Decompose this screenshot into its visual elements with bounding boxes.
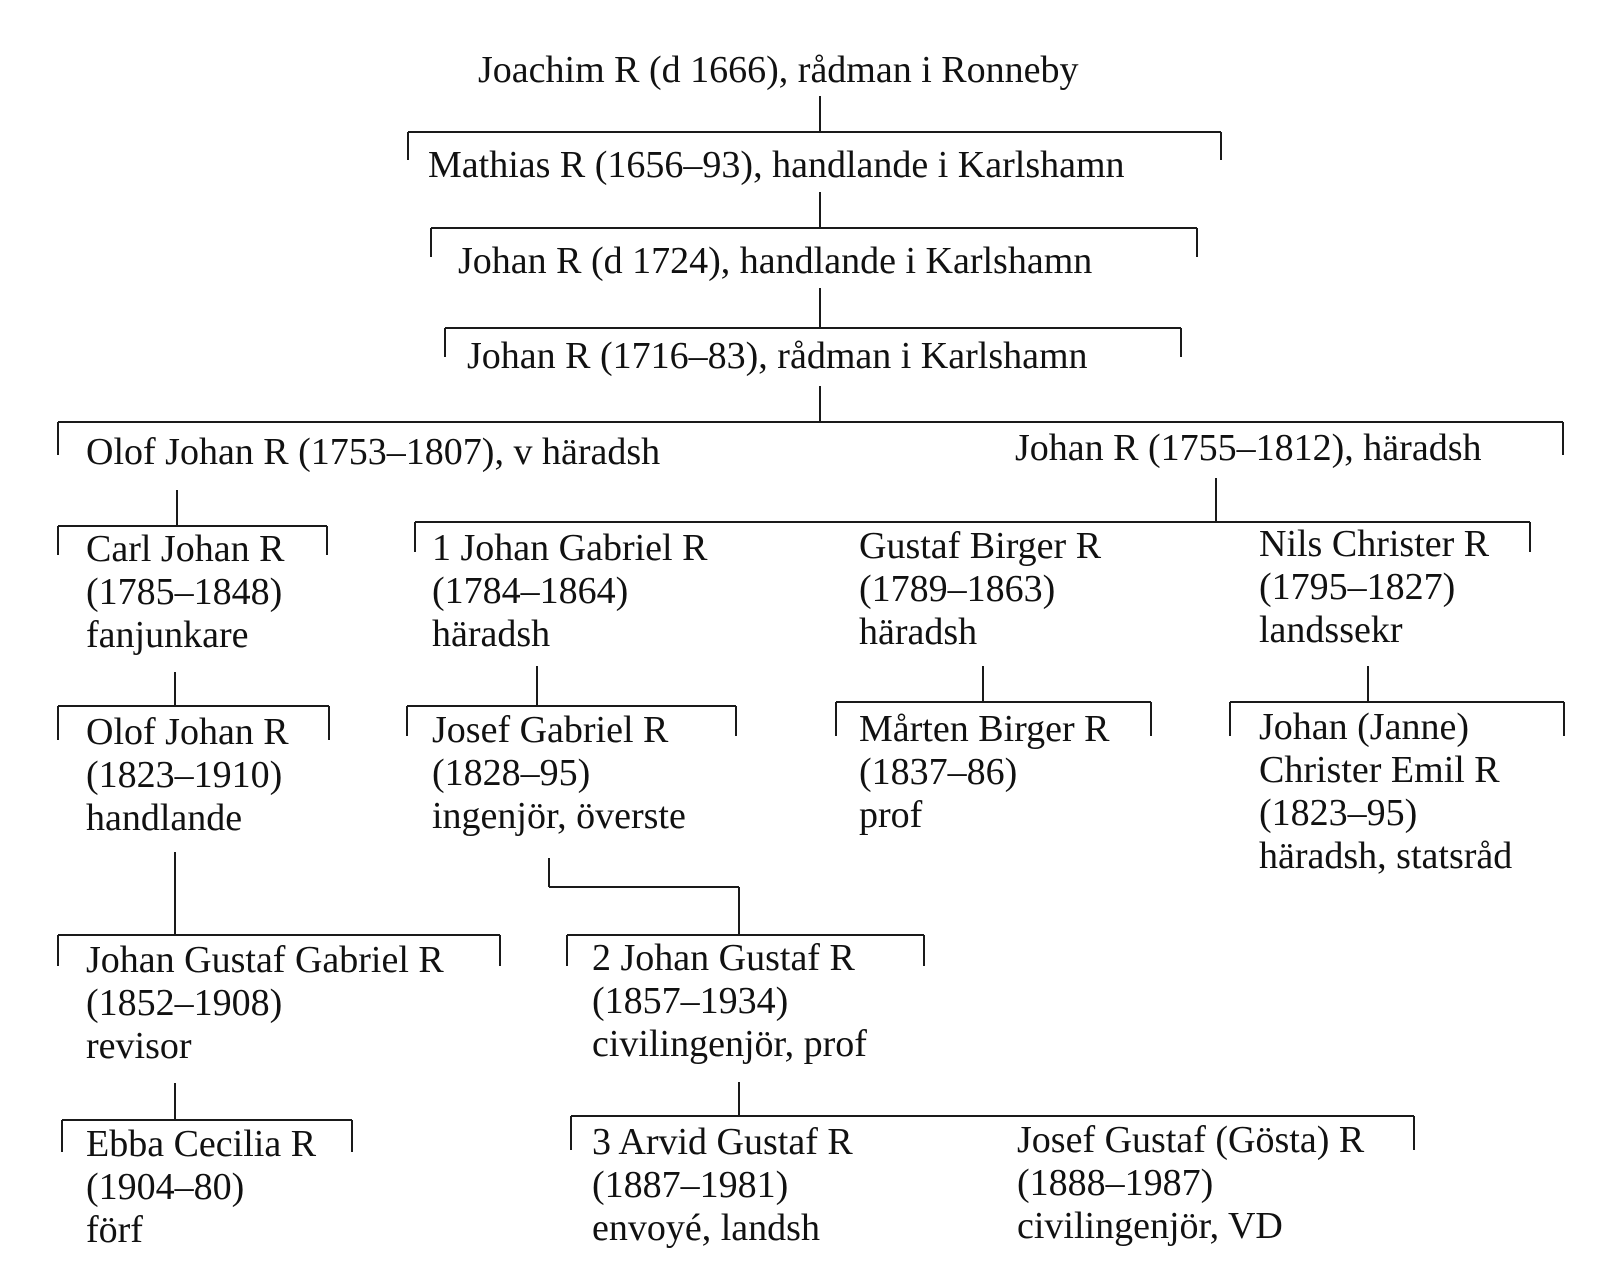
person-josef-gustaf	[1017, 1119, 1365, 1247]
person-nils-christer-line-0: Nils Christer R	[1259, 523, 1490, 565]
person-mathias-line-0: Mathias R (1656–93), handlande i Karlshamn	[428, 144, 1125, 186]
person-johan-1724-line-0: Johan R (d 1724), handlande i Karlshamn	[458, 240, 1093, 282]
person-josef-gabriel-line-2: ingenjör, överste	[432, 795, 686, 837]
person-arvid-gustaf-line-0: 3 Arvid Gustaf R	[592, 1121, 853, 1163]
person-johan-gustaf	[592, 937, 867, 1065]
person-johan-gabriel-line-0: 1 Johan Gabriel R	[432, 527, 708, 569]
person-ebba-cecilia-line-0: Ebba Cecilia R	[86, 1123, 317, 1165]
person-johan-gustaf-gabriel-line-2: revisor	[86, 1025, 192, 1067]
person-johan-gustaf-gabriel-line-0: Johan Gustaf Gabriel R	[86, 939, 444, 981]
person-johan-gabriel-line-2: häradsh	[432, 613, 551, 655]
person-josef-gabriel-line-0: Josef Gabriel R	[432, 709, 669, 751]
person-josef-gustaf-line-2: civilingenjör, VD	[1017, 1205, 1283, 1247]
person-josef-gustaf-line-0: Josef Gustaf (Gösta) R	[1017, 1119, 1365, 1161]
person-carl-johan	[86, 528, 285, 656]
person-johan-janne	[1259, 706, 1512, 877]
person-olof-johan-1823-line-0: Olof Johan R	[86, 711, 289, 753]
person-johan-janne-line-1: Christer Emil R	[1259, 749, 1500, 791]
person-arvid-gustaf-line-1: (1887–1981)	[592, 1164, 789, 1206]
person-olof-johan-1823-line-2: handlande	[86, 797, 243, 839]
person-olof-johan-1823	[86, 711, 289, 839]
person-johan-gustaf-line-1: (1857–1934)	[592, 980, 789, 1022]
person-mathias	[428, 144, 1125, 186]
person-joachim	[478, 49, 1079, 91]
person-johan-gabriel-line-1: (1784–1864)	[432, 570, 629, 612]
person-carl-johan-line-0: Carl Johan R	[86, 528, 285, 570]
person-olof-johan-1823-line-1: (1823–1910)	[86, 754, 283, 796]
person-gustaf-birger	[859, 525, 1102, 653]
person-johan-1755	[1015, 427, 1481, 469]
person-gustaf-birger-line-1: (1789–1863)	[859, 568, 1056, 610]
person-nils-christer-line-2: landssekr	[1259, 609, 1403, 651]
person-gustaf-birger-line-2: häradsh	[859, 611, 978, 653]
person-arvid-gustaf-line-2: envoyé, landsh	[592, 1207, 820, 1249]
person-johan-1716	[467, 335, 1088, 377]
person-josef-gustaf-line-1: (1888–1987)	[1017, 1162, 1214, 1204]
person-johan-gabriel	[432, 527, 708, 655]
person-carl-johan-line-2: fanjunkare	[86, 614, 249, 656]
person-marten-birger-line-1: (1837–86)	[859, 751, 1018, 793]
person-gustaf-birger-line-0: Gustaf Birger R	[859, 525, 1102, 567]
person-arvid-gustaf	[592, 1121, 853, 1249]
person-olof-johan-1753	[86, 431, 660, 473]
person-labels	[86, 49, 1512, 1251]
person-josef-gabriel-line-1: (1828–95)	[432, 752, 591, 794]
person-johan-gustaf-gabriel	[86, 939, 444, 1067]
person-johan-1724	[458, 240, 1092, 282]
person-ebba-cecilia	[86, 1123, 317, 1251]
person-joachim-line-0: Joachim R (d 1666), rådman i Ronneby	[478, 49, 1079, 91]
person-johan-1755-line-0: Johan R (1755–1812), häradsh	[1015, 427, 1482, 469]
person-nils-christer-line-1: (1795–1827)	[1259, 566, 1456, 608]
person-marten-birger-line-2: prof	[859, 794, 923, 836]
person-johan-1716-line-0: Johan R (1716–83), rådman i Karlshamn	[467, 335, 1088, 377]
person-johan-gustaf-gabriel-line-1: (1852–1908)	[86, 982, 283, 1024]
person-carl-johan-line-1: (1785–1848)	[86, 571, 283, 613]
person-nils-christer	[1259, 523, 1490, 651]
person-johan-janne-line-2: (1823–95)	[1259, 792, 1418, 834]
person-marten-birger-line-0: Mårten Birger R	[859, 708, 1110, 750]
person-josef-gabriel	[432, 709, 686, 837]
person-johan-gustaf-line-2: civilingenjör, prof	[592, 1023, 867, 1065]
person-johan-janne-line-0: Johan (Janne)	[1259, 706, 1469, 748]
person-johan-janne-line-3: häradsh, statsråd	[1259, 835, 1513, 877]
person-johan-gustaf-line-0: 2 Johan Gustaf R	[592, 937, 855, 979]
person-marten-birger	[859, 708, 1110, 836]
person-ebba-cecilia-line-2: förf	[86, 1209, 143, 1251]
person-olof-johan-1753-line-0: Olof Johan R (1753–1807), v häradsh	[86, 431, 661, 473]
person-ebba-cecilia-line-1: (1904–80)	[86, 1166, 245, 1208]
